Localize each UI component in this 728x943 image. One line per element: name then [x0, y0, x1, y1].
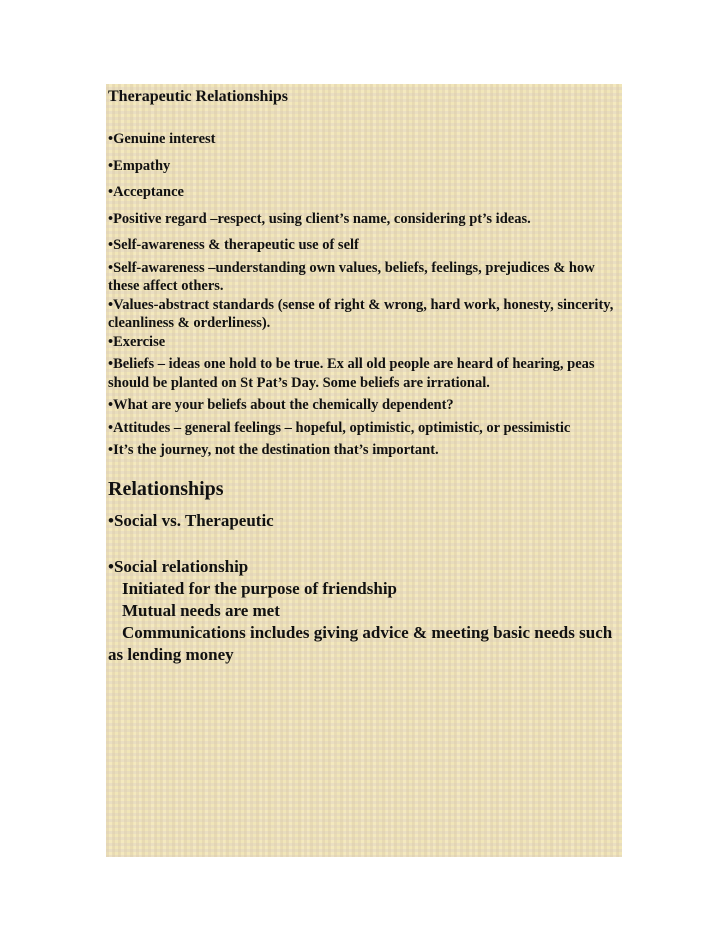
bullet-icon: • [108, 210, 114, 227]
list-item-text: What are your beliefs about the chemically dependent? [113, 397, 454, 413]
document-content [108, 88, 620, 666]
bullet-icon: • [108, 419, 114, 436]
section-line: Mutual needs are met [122, 600, 280, 620]
section-item [108, 556, 620, 578]
document-page [106, 84, 622, 857]
list-item-text: Empathy [113, 157, 171, 174]
bullet-icon: • [108, 333, 114, 350]
bullet-icon: • [108, 184, 114, 200]
list-item-text: Attitudes – general feelings – hopeful, optimistic, optimistic, or pessimistic [113, 419, 571, 436]
bullet-icon: • [108, 237, 114, 253]
bullet-icon: • [108, 442, 114, 458]
section-item [108, 510, 620, 532]
section-line: Initiated for the purpose of friendship [122, 578, 398, 598]
list-item-text: Self-awareness –understanding own values, beliefs, feelings, prejudices & how these affect others. [108, 259, 595, 294]
list-item-text: Acceptance [113, 184, 184, 200]
bullet-icon: • [108, 356, 114, 372]
list-item [108, 419, 620, 438]
section-item-text: Social relationship [113, 556, 249, 576]
bullet-icon: • [108, 556, 114, 576]
list-item [108, 396, 620, 415]
bullet-icon: • [108, 397, 114, 413]
section-item-text: Social vs. Therapeutic [113, 510, 274, 530]
section-line [108, 622, 620, 666]
list-item [108, 236, 620, 255]
section-line-text: Communications includes giving advice & meeting basic needs such as lending money [108, 622, 613, 664]
list-item-text: It’s the journey, not the destination that’s important. [113, 442, 439, 458]
list-item-text: Exercise [113, 333, 166, 350]
section-heading: Relationships [108, 477, 224, 500]
list-item-text: Values-abstract standards (sense of right & wrong, hard work, honesty, sincerity, cleanliness & orderliness). [108, 296, 614, 331]
bullet-icon: • [108, 296, 114, 313]
bullet-icon: • [108, 131, 114, 147]
bullet-icon: • [108, 157, 114, 174]
list-item [108, 333, 620, 352]
bullet-icon: • [108, 259, 114, 276]
bullet-icon: • [108, 510, 114, 530]
list-item-text: Positive regard –respect, using client’s name, considering pt’s ideas. [113, 210, 531, 227]
list-item-text: Self-awareness & therapeutic use of self [113, 237, 359, 253]
list-item [108, 130, 620, 149]
list-item [108, 355, 620, 392]
list-item [108, 183, 620, 202]
list-item [108, 210, 620, 229]
list-item [108, 259, 620, 296]
list-item [108, 296, 620, 333]
list-item-text: Genuine interest [113, 131, 216, 147]
list-item [108, 441, 620, 460]
list-item-text: Beliefs – ideas one hold to be true. Ex all old people are heard of hearing, peas should be planted on St Pat’s Day. Some beliefs are irrational. [108, 356, 595, 391]
document-title: Therapeutic Relationships [108, 88, 289, 105]
list-item [108, 157, 620, 176]
